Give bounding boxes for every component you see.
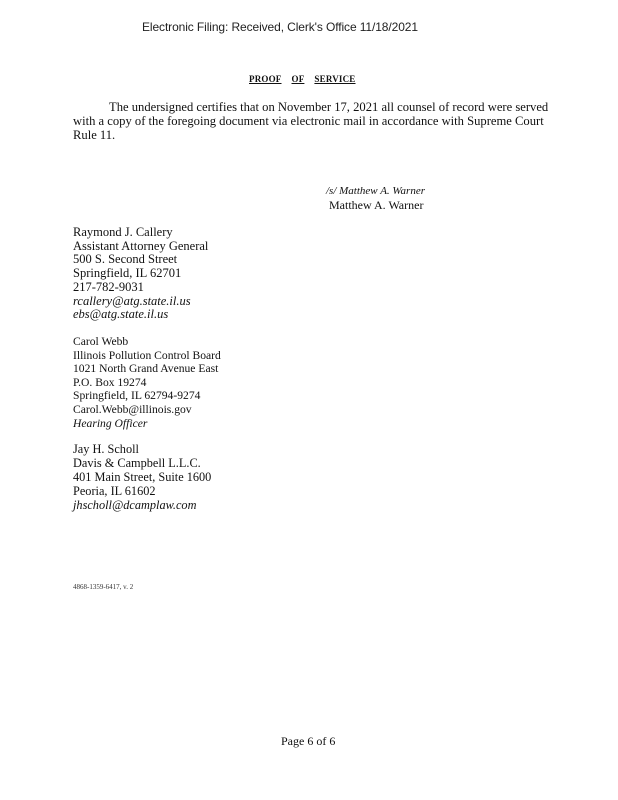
- recipient-street: 401 Main Street, Suite 1600: [73, 469, 212, 484]
- title-word: SERVICE: [314, 74, 356, 84]
- recipient-city: Springfield, IL 62794-9274: [73, 389, 201, 403]
- recipient-street: 1021 North Grand Avenue East: [73, 362, 219, 376]
- recipient-name: Jay H. Scholl: [73, 442, 139, 456]
- recipient-street: 500 S. Second Street: [73, 252, 178, 267]
- filing-stamp-header: Electronic Filing: Received, Clerk's Office 11/18/2021: [142, 20, 418, 34]
- recipient-role: Hearing Officer: [73, 416, 148, 430]
- title-word: OF: [291, 74, 305, 84]
- recipient-name: Carol Webb: [73, 335, 129, 348]
- certification-paragraph: [73, 100, 593, 142]
- recipient-city: Springfield, IL 62701: [73, 266, 182, 281]
- page-number: Page 6 of 6: [281, 734, 336, 748]
- service-recipient-webb: [73, 335, 221, 430]
- recipient-name: Raymond J. Callery: [73, 225, 173, 239]
- service-recipient-scholl: [73, 443, 211, 513]
- recipient-title: Assistant Attorney General: [73, 238, 209, 253]
- recipient-email-link[interactable]: ebs@atg.state.il.us: [73, 307, 169, 322]
- title-word: PROOF: [249, 74, 282, 84]
- certification-line: with a copy of the foregoing document via electronic mail in accordance with Supreme Court: [73, 114, 544, 128]
- recipient-email-link[interactable]: rcallery@atg.state.il.us: [73, 293, 191, 308]
- recipient-organization: Illinois Pollution Control Board: [73, 348, 221, 362]
- recipient-city: Peoria, IL 61602: [73, 483, 156, 498]
- document-id: 4868-1359-6417, v. 2: [73, 583, 134, 591]
- certification-line: The undersigned certifies that on November 17, 2021 all counsel of record were served: [109, 100, 549, 114]
- signer-name: Matthew A. Warner: [329, 198, 424, 212]
- electronic-signature: /s/ Matthew A. Warner: [326, 185, 426, 197]
- recipient-po-box: P.O. Box 19274: [73, 375, 147, 389]
- recipient-email-link[interactable]: Carol.Webb@illinois.gov: [73, 402, 192, 416]
- recipient-email-link[interactable]: jhscholl@dcamplaw.com: [73, 497, 197, 512]
- signature-block: [326, 184, 425, 212]
- certification-line: Rule 11.: [73, 128, 116, 142]
- service-recipient-callery: [73, 226, 208, 322]
- recipient-firm: Davis & Campbell L.L.C.: [73, 455, 201, 470]
- proof-of-service-title: [249, 74, 366, 84]
- recipient-phone: 217-782-9031: [73, 279, 144, 294]
